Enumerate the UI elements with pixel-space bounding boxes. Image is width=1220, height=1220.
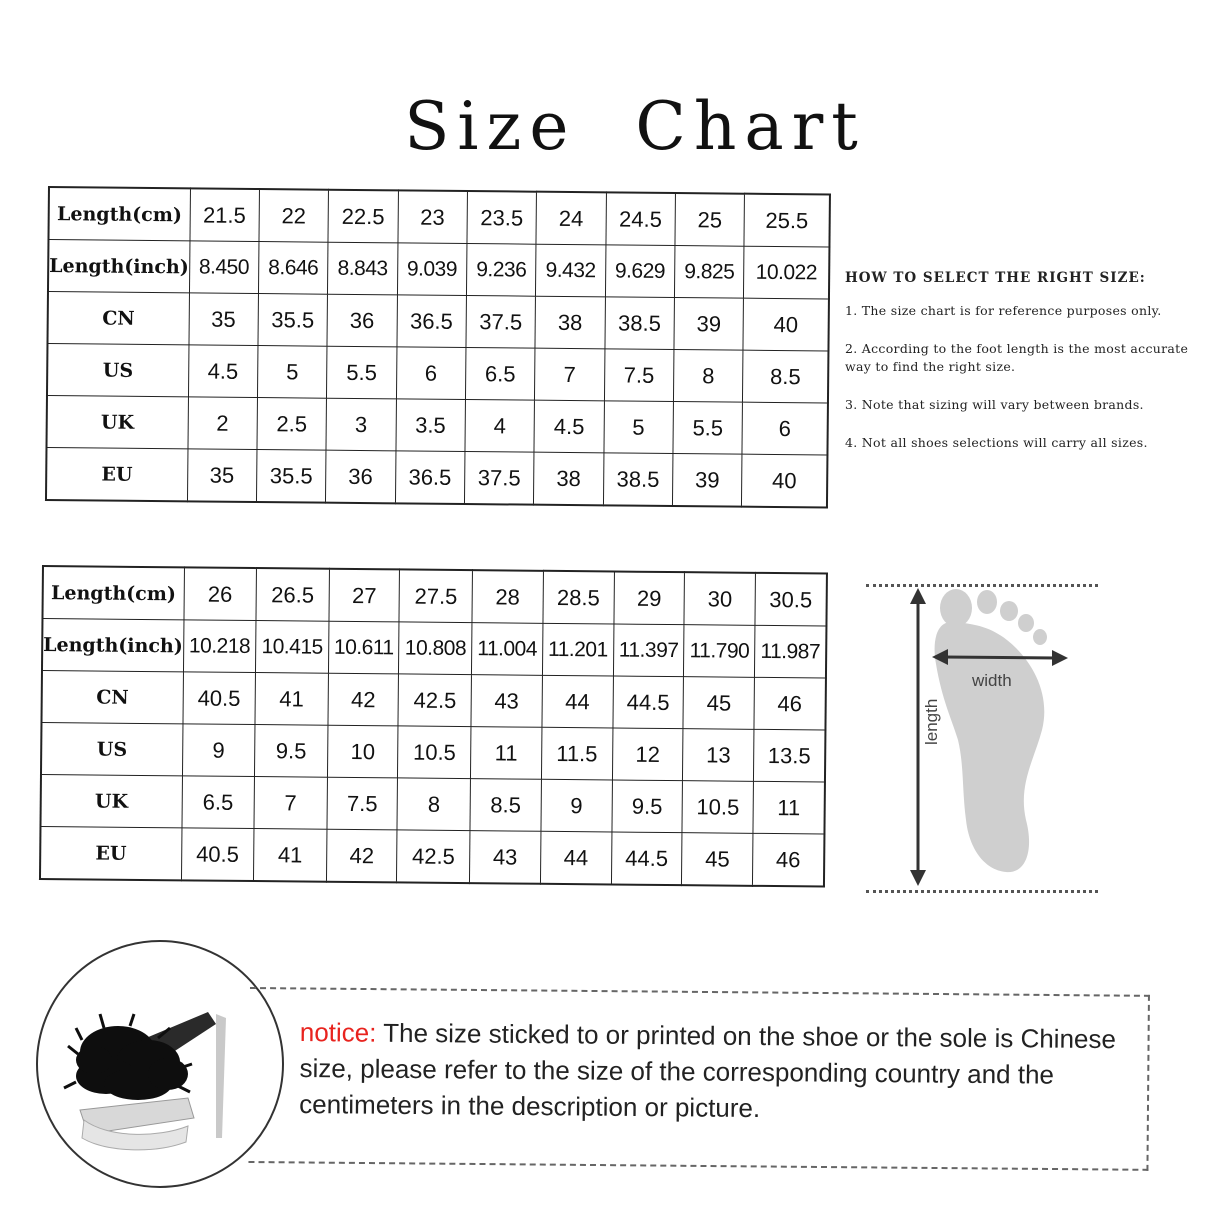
table-cell: 22 [259, 189, 329, 242]
table-cell: 11.5 [541, 727, 612, 780]
table-cell: 45 [682, 833, 753, 886]
table-cell: 7.5 [604, 349, 674, 402]
table-cell: 4 [465, 400, 535, 453]
table-cell: 5.5 [327, 346, 397, 399]
table-cell: 22.5 [328, 190, 398, 243]
table-cell: 9 [541, 779, 612, 832]
table-cell: 26 [184, 567, 257, 620]
table-cell: 10.022 [744, 246, 830, 299]
table-cell: 8.646 [258, 242, 328, 295]
table-cell: 46 [753, 833, 825, 886]
table-cell: 35.5 [258, 294, 328, 347]
table-cell: 26.5 [256, 568, 329, 621]
table-cell: 9.432 [536, 244, 606, 297]
table-cell: 27.5 [399, 569, 472, 622]
table-cell: 38 [534, 452, 604, 505]
table-row [48, 240, 829, 299]
width-label: width [972, 671, 1012, 690]
table-cell: 9 [182, 724, 255, 777]
table-cell: 5.5 [673, 402, 743, 455]
table-cell: 8.5 [470, 779, 541, 832]
table-cell: 3 [326, 398, 396, 451]
table-cell: 11 [471, 727, 542, 780]
table-cell: 41 [254, 829, 327, 882]
table-cell: 8 [397, 778, 470, 831]
table-cell: 11.004 [471, 623, 542, 676]
table-cell: 10.611 [328, 621, 399, 674]
row-header: EU [40, 826, 182, 880]
table-cell: 9.629 [605, 245, 675, 298]
row-header: Length(inch) [42, 619, 184, 672]
table-cell: 36 [327, 294, 397, 347]
page-title: Size Chart [404, 88, 866, 165]
table-cell: 10 [327, 725, 398, 778]
row-header: Length(cm) [42, 566, 184, 620]
table-cell: 40 [743, 298, 829, 351]
table-cell: 11.790 [684, 625, 755, 678]
table-cell: 27 [329, 569, 400, 622]
size-guide-item: 2. According to the foot length is the most accurate way to find the right size. [845, 341, 1189, 374]
length-label: length [922, 698, 941, 745]
table-cell: 36.5 [395, 451, 465, 504]
table-cell: 23 [398, 190, 468, 243]
table-cell: 38.5 [605, 297, 675, 350]
table-cell: 8.843 [328, 242, 398, 295]
table-cell: 8.5 [743, 350, 829, 403]
table-row [40, 826, 824, 886]
table-row [41, 671, 825, 731]
notice-text [299, 1014, 1150, 1129]
table-cell: 40.5 [181, 828, 254, 881]
table-cell: 39 [674, 298, 744, 351]
table-cell: 7 [535, 348, 605, 401]
size-table-body [40, 566, 827, 887]
table-cell: 44.5 [613, 676, 684, 729]
table-cell: 6 [742, 402, 828, 455]
table-cell: 4.5 [534, 400, 604, 453]
table-cell: 5 [257, 346, 327, 399]
size-table-body [46, 187, 830, 507]
table-cell: 28.5 [543, 571, 614, 624]
table-cell: 10.415 [256, 621, 329, 674]
table-cell: 30 [684, 572, 755, 625]
table-cell: 9.5 [612, 780, 683, 833]
table-cell: 38 [535, 296, 605, 349]
table-row [42, 566, 826, 626]
size-guide [845, 270, 1215, 472]
table-cell: 44 [542, 675, 613, 728]
row-header: Length(cm) [48, 187, 190, 241]
table-cell: 35 [189, 293, 259, 346]
table-cell: 42 [326, 829, 397, 882]
table-cell: 24.5 [606, 192, 676, 245]
table-cell: 28 [472, 570, 543, 623]
table-cell: 25.5 [744, 194, 830, 247]
size-guide-item: 1. The size chart is for reference purposes only. [845, 303, 1162, 318]
table-cell: 38.5 [603, 453, 673, 506]
table-cell: 37.5 [466, 296, 536, 349]
table-cell: 41 [255, 673, 328, 726]
table-cell: 10.218 [183, 620, 256, 673]
table-row [42, 619, 826, 679]
table-cell: 10.5 [398, 726, 471, 779]
table-cell: 9.825 [674, 246, 744, 299]
table-cell: 10.808 [399, 622, 472, 675]
table-cell: 23.5 [467, 191, 537, 244]
table-cell: 10.5 [682, 781, 753, 834]
table-cell: 43 [469, 831, 540, 884]
table-cell: 39 [672, 454, 742, 507]
table-cell: 43 [471, 675, 542, 728]
table-cell: 5 [604, 401, 674, 454]
table-cell: 36 [326, 450, 396, 503]
row-header: CN [41, 671, 183, 724]
table-cell: 9.236 [466, 244, 536, 297]
table-cell: 24 [536, 192, 606, 245]
table-cell: 6 [396, 347, 466, 400]
table-cell: 42 [328, 673, 399, 726]
table-cell: 11.397 [613, 624, 684, 677]
notice-message: The size sticked to or printed on the shoe or the sole is Chinese size, please refer to the size of the corresponding country and the centimeters in the description or picture. [299, 1017, 1117, 1124]
table-cell: 40 [742, 454, 828, 507]
table-cell: 13 [683, 729, 754, 782]
row-header: Length(inch) [48, 240, 190, 293]
fur-slide-sandal-icon [38, 942, 282, 1186]
row-header: UK [46, 395, 188, 448]
table-cell: 35 [187, 449, 257, 502]
table-row [46, 447, 827, 507]
table-cell: 3.5 [396, 399, 466, 452]
table-row [47, 292, 828, 351]
size-guide-item: 4. Not all shoes selections will carry all sizes. [845, 435, 1148, 450]
table-cell: 46 [754, 677, 826, 730]
table-cell: 6.5 [465, 348, 535, 401]
footprint-icon [866, 580, 1102, 898]
table-row [47, 344, 828, 403]
table-cell: 29 [614, 571, 685, 624]
table-cell: 7.5 [327, 777, 398, 830]
size-guide-title: HOW TO SELECT THE RIGHT SIZE: [845, 270, 1146, 286]
table-cell: 4.5 [188, 345, 258, 398]
table-cell: 45 [683, 677, 754, 730]
row-header: CN [47, 292, 189, 345]
table-cell: 11.987 [755, 625, 827, 678]
table-row [46, 395, 827, 454]
table-cell: 2.5 [257, 398, 327, 451]
table-cell: 30.5 [755, 573, 827, 626]
row-header: US [47, 344, 189, 397]
table-row [48, 187, 829, 247]
table-cell: 35.5 [256, 450, 326, 503]
table-row [41, 723, 825, 783]
size-table-large [39, 565, 828, 888]
table-cell: 6.5 [182, 776, 255, 829]
table-cell: 42.5 [398, 674, 471, 727]
table-cell: 42.5 [397, 830, 470, 883]
table-cell: 40.5 [183, 672, 256, 725]
table-cell: 11 [753, 781, 825, 834]
table-cell: 2 [188, 397, 258, 450]
table-cell: 9.5 [255, 725, 328, 778]
row-header: US [41, 723, 183, 776]
size-guide-item: 3. Note that sizing will vary between brands. [845, 397, 1144, 412]
table-cell: 9.039 [397, 243, 467, 296]
table-cell: 12 [612, 728, 683, 781]
table-cell: 25 [675, 193, 745, 246]
table-cell: 37.5 [464, 452, 534, 505]
table-cell: 13.5 [754, 729, 826, 782]
shoe-image [36, 940, 284, 1188]
table-cell: 8.450 [189, 241, 259, 294]
table-row [40, 774, 824, 834]
table-cell: 7 [254, 777, 327, 830]
table-cell: 36.5 [397, 295, 467, 348]
table-cell: 8 [673, 350, 743, 403]
notice-label: notice: [299, 1016, 377, 1048]
row-header: EU [46, 447, 188, 501]
row-header: UK [40, 774, 182, 827]
table-cell: 44.5 [611, 832, 682, 885]
foot-measure-diagram [866, 580, 1102, 898]
size-table-small [45, 186, 831, 509]
table-cell: 21.5 [190, 188, 260, 241]
table-cell: 11.201 [542, 623, 613, 676]
table-cell: 44 [540, 831, 611, 884]
